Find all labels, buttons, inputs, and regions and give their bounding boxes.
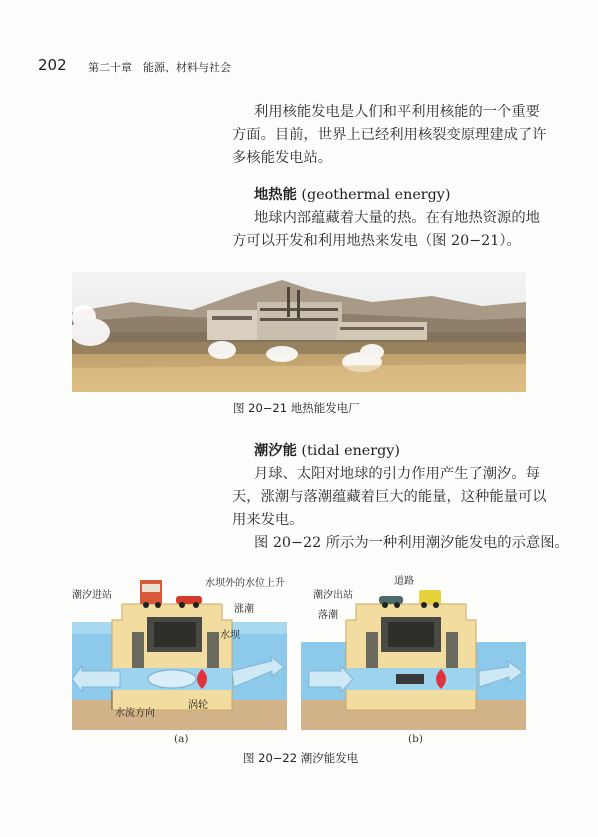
text-line: 天，涨潮与落潮蕴藏着巨大的能量，这种能量可以 — [232, 489, 547, 505]
label-turbine: 涡轮 — [188, 700, 208, 711]
sub-label-b: (b) — [408, 733, 423, 745]
sub-label-a: (a) — [174, 733, 189, 745]
label-rising-tide: 涨潮 — [234, 604, 254, 615]
geothermal-heading — [254, 184, 450, 204]
page-number: 202 — [38, 56, 67, 74]
text-line: 方面。目前，世界上已经利用核裂变原理建成了许 — [232, 127, 547, 143]
tidal-paragraph — [232, 463, 577, 555]
label-road: 道路 — [394, 576, 414, 587]
label-tide-outlet: 潮汐出站 — [313, 590, 353, 601]
text-line: 用来发电。 — [232, 512, 304, 528]
text-line: 地球内部蕴藏着大量的热。在有地热资源的地 — [254, 210, 540, 226]
heading-english: (tidal energy) — [296, 443, 400, 459]
chapter-title: 第二十章 能源、材料与社会 — [88, 61, 231, 74]
label-water-level-rise: 水坝外的水位上升 — [205, 578, 285, 589]
text-line: 图 20−22 所示为一种利用潮汐能发电的示意图。 — [254, 535, 569, 551]
heading-english: (geothermal energy) — [296, 187, 451, 203]
geothermal-plant-photo — [72, 272, 526, 392]
figure-21-caption: 图 20−21 地热能发电厂 — [233, 401, 360, 415]
label-flow-direction: 水流方向 — [115, 708, 155, 719]
nuclear-paragraph — [232, 101, 572, 170]
label-falling-tide: 落潮 — [318, 610, 338, 621]
label-dam: 水坝 — [220, 630, 240, 641]
text-line: 多核能发电站。 — [232, 150, 333, 166]
tidal-heading — [254, 440, 400, 460]
figure-22-caption: 图 20−22 潮汐能发电 — [243, 751, 359, 765]
heading-chinese: 潮汐能 — [254, 443, 297, 459]
text-line: 利用核能发电是人们和平利用核能的一个重要 — [254, 104, 540, 120]
text-line: 月球、太阳对地球的引力作用产生了潮汐。每 — [254, 466, 540, 482]
geothermal-paragraph — [232, 207, 572, 253]
heading-chinese: 地热能 — [254, 187, 297, 203]
text-line: 方可以开发和利用地热来发电（图 20−21）。 — [232, 233, 521, 249]
label-tide-inlet: 潮汐进站 — [72, 590, 112, 601]
